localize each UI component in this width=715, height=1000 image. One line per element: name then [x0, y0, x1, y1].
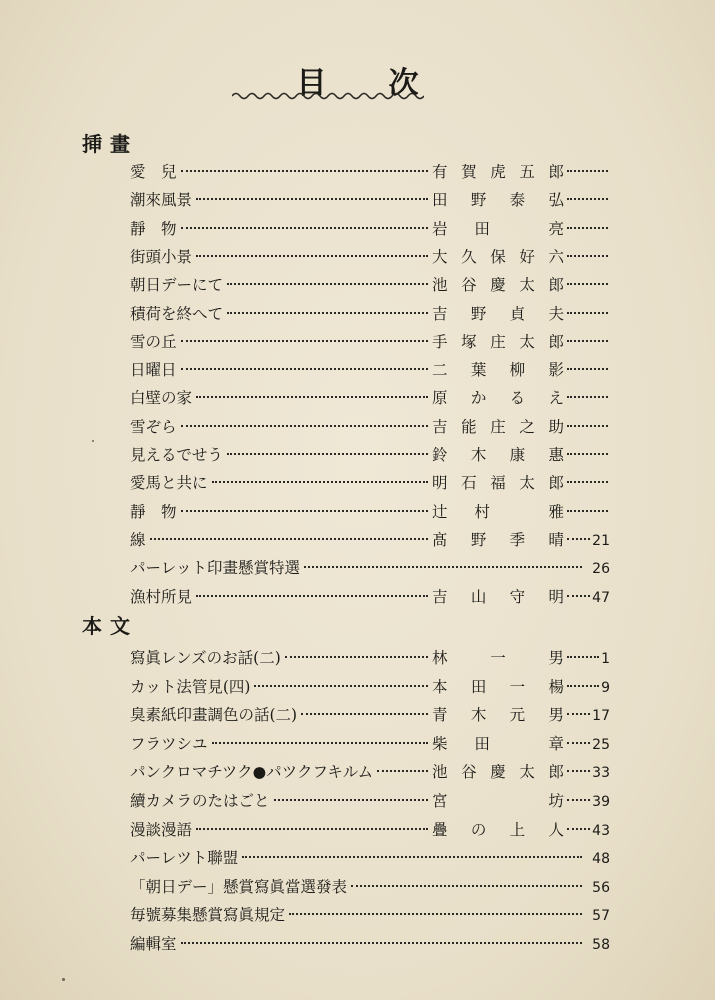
- leader-dots: [181, 510, 428, 512]
- toc-entry: [130, 302, 610, 326]
- entry-author: 本 田 一 楊: [432, 677, 564, 696]
- entry-page-number: 58: [592, 937, 610, 953]
- leader-dots: [567, 510, 608, 512]
- entry-author: 池 谷 慶 太 郎: [432, 763, 564, 782]
- entry-title: パーレツト聯盟: [130, 849, 239, 868]
- toc-entry: [130, 443, 610, 467]
- section-heading-illustrations: 挿畫: [82, 132, 138, 156]
- toc-entry: [130, 585, 610, 609]
- entry-title: パーレット印畫懸賞特選: [130, 559, 301, 578]
- toc-entry: [130, 415, 610, 439]
- toc-entry: [130, 188, 610, 212]
- toc-entry: [130, 875, 610, 899]
- entry-title: 見えるでせう: [130, 446, 223, 464]
- entry-title: 潮來風景: [130, 191, 193, 210]
- toc-entry: [130, 528, 610, 552]
- entry-title: 寫眞レンズのお話(二): [130, 649, 281, 667]
- entry-title: パンクロマチツク●パツクフキルム: [130, 763, 374, 782]
- leader-dots: [196, 198, 428, 200]
- entry-page-number: 43: [592, 822, 610, 839]
- leader-dots: [567, 340, 608, 342]
- leader-dots: [567, 770, 590, 772]
- leader-dots: [181, 340, 428, 342]
- entry-title: 靜 物: [130, 502, 177, 521]
- leader-dots: [567, 453, 608, 455]
- entry-author: 手 塚 庄 太 郎: [432, 332, 564, 351]
- entry-author: 吉 野 貞 夫: [432, 304, 564, 323]
- leader-dots: [567, 742, 590, 744]
- paper-speck: [62, 978, 65, 981]
- entry-author: 鈴 木 康 惠: [432, 446, 564, 464]
- entry-page-number: 48: [592, 851, 610, 868]
- toc-entry: [130, 273, 610, 297]
- leader-dots: [181, 368, 428, 370]
- leader-dots: [567, 283, 608, 285]
- entry-author: 疊 の 上 人: [432, 820, 564, 839]
- entry-author: 青 木 元 男: [432, 706, 564, 725]
- entry-author: 吉 山 守 明: [432, 587, 564, 606]
- entry-title: 靜 物: [130, 219, 177, 238]
- entry-author: 池 谷 慶 太 郎: [432, 276, 564, 295]
- toc-entry: [130, 330, 610, 354]
- entry-author: 宮 坊: [432, 792, 564, 810]
- entry-page-number: 17: [592, 708, 610, 725]
- toc-entry: [130, 646, 610, 670]
- entry-title: 雪の丘: [130, 332, 177, 351]
- leader-dots: [304, 566, 582, 568]
- entry-author: 髙 野 季 晴: [432, 530, 564, 549]
- leader-dots: [285, 656, 428, 658]
- leader-dots: [567, 713, 590, 715]
- toc-entry: [130, 358, 610, 382]
- leader-dots: [567, 396, 608, 398]
- leader-dots: [196, 595, 428, 597]
- entry-title: 線: [130, 530, 146, 549]
- toc-entry: [130, 217, 610, 241]
- toc-entry: [130, 732, 610, 756]
- entry-title: 臭素紙印畫調色の話(二): [130, 706, 298, 725]
- entry-title: 漫談漫語: [130, 820, 193, 839]
- leader-dots: [242, 856, 582, 858]
- leader-dots: [567, 227, 608, 229]
- leader-dots: [567, 368, 608, 370]
- entry-title: 白壁の家: [130, 389, 193, 408]
- leader-dots: [301, 713, 428, 715]
- leader-dots: [567, 595, 590, 597]
- entry-author: 有 賀 虎 五 郎: [432, 163, 564, 181]
- page-title: 目次: [296, 66, 481, 101]
- leader-dots: [377, 770, 428, 772]
- leader-dots: [181, 425, 428, 427]
- entry-title: 雪ぞら: [130, 417, 177, 436]
- toc-entry: [130, 818, 610, 842]
- leader-dots: [567, 312, 608, 314]
- leader-dots: [567, 255, 608, 257]
- entry-title: 愛 兒: [130, 163, 177, 181]
- section-heading-text: 本文: [82, 614, 138, 638]
- leader-dots: [567, 198, 608, 200]
- toc-entry: [130, 760, 610, 784]
- leader-dots: [567, 425, 608, 427]
- toc-entry: [130, 932, 610, 956]
- leader-dots: [212, 742, 428, 744]
- entry-page-number: 39: [592, 794, 610, 810]
- leader-dots: [196, 255, 428, 257]
- entry-title: フラツシユ: [130, 734, 208, 753]
- entry-author: 辻 村 雅: [432, 502, 564, 521]
- leader-dots: [212, 481, 428, 483]
- entry-author: 原 か る え: [432, 389, 564, 408]
- entry-author: 明 石 福 太 郎: [432, 474, 564, 493]
- leader-dots: [567, 656, 599, 658]
- entry-page-number: 56: [592, 879, 610, 896]
- leader-dots: [227, 312, 428, 314]
- entry-title: 積荷を終へて: [130, 304, 224, 323]
- toc-entry: [130, 846, 610, 870]
- leader-dots: [567, 170, 608, 172]
- entry-title: 愛馬と共に: [130, 474, 208, 493]
- entry-page-number: 57: [592, 908, 610, 925]
- entry-title: 朝日デーにて: [130, 276, 224, 295]
- title-wave-ornament: [232, 90, 424, 102]
- entry-author: 岩 田 亮: [432, 219, 564, 238]
- toc-entry: [130, 160, 610, 184]
- entry-title: 續カメラのたはごと: [130, 792, 270, 810]
- entry-title: カット法管見(四): [130, 677, 251, 696]
- leader-dots: [196, 396, 428, 398]
- leader-dots: [181, 170, 428, 172]
- toc-entry: [130, 500, 610, 524]
- entry-title: 「朝日デー」懸賞寫眞當選發表: [130, 877, 348, 896]
- leader-dots: [196, 828, 428, 830]
- toc-entry: [130, 703, 610, 727]
- leader-dots: [254, 685, 428, 687]
- toc-entry: [130, 789, 610, 813]
- entry-author: 吉 能 庄 之 助: [432, 417, 564, 436]
- entry-title: 漁村所見: [130, 587, 193, 606]
- entry-page-number: 25: [592, 736, 610, 753]
- leader-dots: [567, 481, 608, 483]
- entry-page-number: 1: [601, 651, 610, 667]
- entry-title: 街頭小景: [130, 247, 193, 266]
- leader-dots: [567, 799, 590, 801]
- toc-entry: [130, 471, 610, 495]
- leader-dots: [181, 227, 428, 229]
- entry-page-number: 33: [592, 765, 610, 782]
- entry-page-number: 47: [592, 589, 610, 606]
- leader-dots: [289, 913, 582, 915]
- leader-dots: [181, 942, 582, 944]
- paper-speck: [92, 440, 94, 442]
- entry-author: 大 久 保 好 六: [432, 247, 564, 266]
- toc-entry: [130, 245, 610, 269]
- entry-page-number: 9: [601, 679, 610, 696]
- toc-entry: [130, 675, 610, 699]
- entry-author: 柴 田 章: [432, 734, 564, 753]
- leader-dots: [567, 538, 590, 540]
- entry-title: 編輯室: [130, 935, 177, 953]
- leader-dots: [150, 538, 428, 540]
- toc-entry: [130, 903, 610, 927]
- entry-author: 田 野 泰 弘: [432, 191, 564, 210]
- entry-page-number: 26: [592, 561, 610, 578]
- toc-entry: [130, 556, 610, 580]
- entry-title: 毎號募集懸賞寫眞規定: [130, 906, 286, 925]
- entry-title: 日曜日: [130, 361, 177, 380]
- leader-dots: [351, 885, 582, 887]
- toc-entry: [130, 386, 610, 410]
- leader-dots: [567, 685, 599, 687]
- leader-dots: [567, 828, 590, 830]
- leader-dots: [227, 453, 428, 455]
- leader-dots: [227, 283, 428, 285]
- entry-author: 二 葉 柳 影: [432, 361, 564, 380]
- leader-dots: [274, 799, 428, 801]
- entry-author: 林 一 男: [432, 649, 564, 667]
- entry-page-number: 21: [592, 532, 610, 549]
